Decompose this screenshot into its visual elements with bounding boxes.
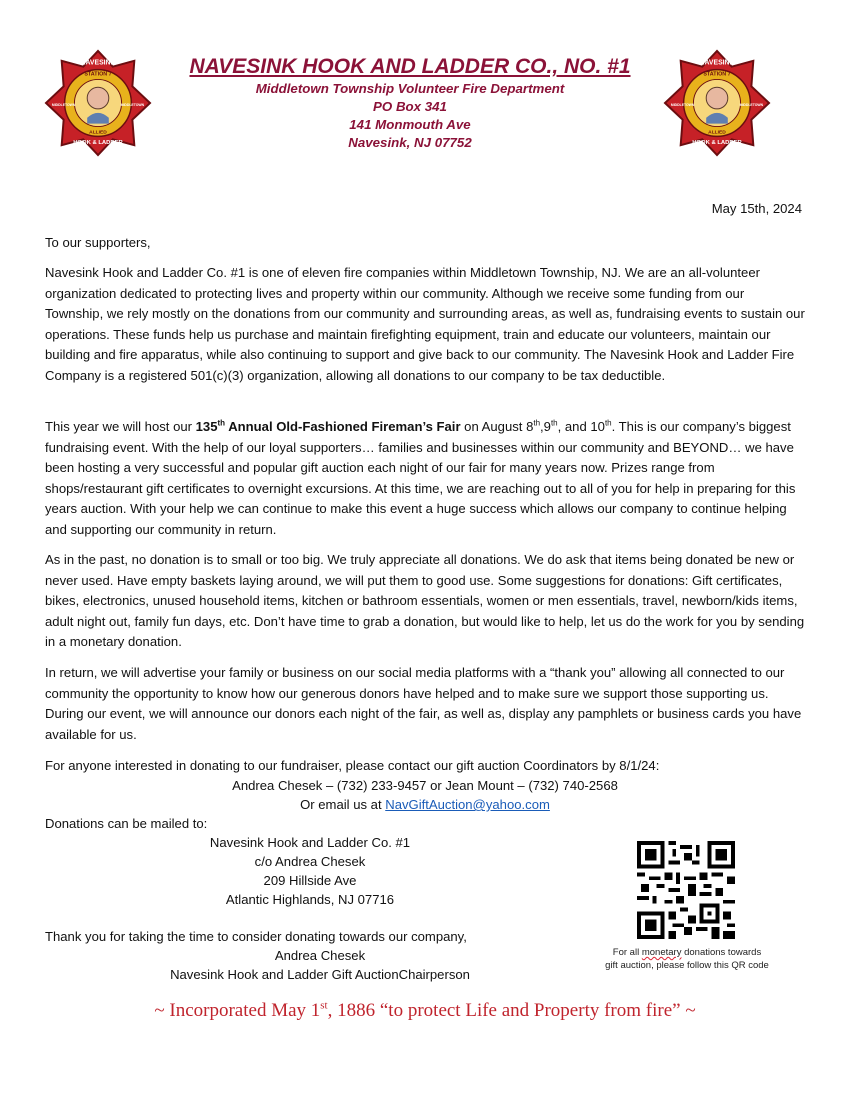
- mail-address-line: Navesink Hook and Ladder Co. #1: [209, 835, 411, 850]
- logo-top-text: NAVESINK: [80, 59, 116, 67]
- letterhead-street: 141 Monmouth Ave: [349, 117, 471, 132]
- salutation: To our supporters,: [45, 235, 151, 250]
- logo-top-text: NAVESINK: [699, 59, 735, 67]
- date-sup-2: th: [550, 418, 558, 428]
- fair-number-sup: th: [217, 418, 226, 428]
- signer-title: Navesink Hook and Ladder Gift AuctionChairperson: [170, 967, 470, 982]
- qr-caption-b: donations towards: [681, 947, 762, 958]
- fire-company-logo-right: [663, 48, 771, 158]
- logo-band-text: ALLIED: [89, 130, 107, 136]
- mail-address-line: c/o Andrea Chesek: [254, 854, 366, 869]
- fair-dates-a: on August 8: [460, 419, 534, 434]
- contact-names: Andrea Chesek – (732) 233-9457 or Jean Mount – (732) 740-2568: [232, 778, 618, 793]
- fair-dates-c: , and 10: [557, 419, 605, 434]
- logo-band-text: ALLIED: [708, 130, 726, 136]
- mail-address-line: 209 Hillside Ave: [263, 873, 357, 888]
- motto-sup: st: [320, 999, 328, 1012]
- logo-bottom-text: HOOK & LADDER: [692, 140, 742, 147]
- letterhead-city: Navesink, NJ 07752: [348, 135, 472, 150]
- motto-b: , 1886 “to protect Life and Property from fire” ~: [327, 1000, 696, 1021]
- qr-caption-word: monetary: [641, 947, 682, 958]
- email-link[interactable]: NavGiftAuction@yahoo.com: [385, 797, 550, 812]
- fire-company-logo-left: [44, 48, 152, 158]
- fair-number: 135: [195, 419, 218, 434]
- fair-name: Annual Old-Fashioned Fireman’s Fair: [225, 419, 461, 434]
- letterhead-department: Middletown Township Volunteer Fire Department: [255, 81, 565, 96]
- paragraph-advertise: In return, we will advertise your family or business on our social media platforms with a “thank you” allowing all connected to our community the opportunity to know how our generous donors have helped and to make sure we support those supporting us. During our event, we will announce our donors each night of the fair, as well as, display any pamphlets or business cards you have available for us.: [45, 665, 802, 742]
- donation-qr-code[interactable]: [637, 841, 735, 939]
- logo-bottom-text: HOOK & LADDER: [73, 140, 123, 147]
- letter-date: May 15th, 2024: [711, 201, 802, 216]
- paragraph-donations: As in the past, no donation is to small or too big. We truly appreciate all donations. We do ask that items being donated be new or never used. Have empty baskets laying around, we will put them to good use. Some suggestions for donations: Gift certificates, bikes, electronics, unused household items, kitchen or bathroom essentials, women or men essentials, travel, newborn/kids items, adult night out, family fun days, etc. Don’t have time to grab a donation, but would like to help, let us do the work for you by sending in a monetary donation.: [45, 552, 805, 649]
- logo-right-side-text: MIDDLETOWN: [120, 102, 145, 107]
- fair-intro: This year we will host our: [45, 419, 196, 434]
- signer-name: Andrea Chesek: [274, 948, 366, 963]
- date-sup-1: th: [533, 418, 541, 428]
- date-sup-3: th: [604, 418, 612, 428]
- logo-left-side-text: MIDDLETOWN: [670, 102, 695, 107]
- paragraph-about: Navesink Hook and Ladder Co. #1 is one of eleven fire companies within Middletown Township, NJ. We are an all-volunteer organization dedicated to protecting lives and property within our community. Although we receive some funding from our Township, we rely mostly on the donations from our community and surrounding areas, as well as, fundraising events to sustain our operations. These funds help us purchase and maintain firefighting equipment, train and educate our volunteers, maintain our building and fire apparatus, while also continuing to support and give back to our community. The Navesink Hook and Ladder Fire Company is a registered 501(c)(3) organization, allowing all donations to our company to be tax deductible.: [45, 265, 805, 383]
- qr-caption-a: For all: [612, 947, 642, 958]
- fair-event-title: [196, 419, 461, 434]
- logo-station-text: STATION 7: [84, 71, 112, 78]
- contact-intro: For anyone interested in donating to our fundraiser, please contact our gift auction Coordinators by 8/1/24:: [45, 758, 660, 773]
- letterhead-title: NAVESINK HOOK AND LADDER CO., NO. #1: [189, 55, 631, 78]
- fair-dates-b: ,9: [540, 419, 551, 434]
- mail-intro: Donations can be mailed to:: [45, 816, 208, 831]
- logo-right-side-text: MIDDLETOWN: [739, 102, 764, 107]
- letterhead-po-box: PO Box 341: [373, 99, 447, 114]
- qr-caption-line2: gift auction, please follow this QR code: [605, 960, 769, 971]
- email-prefix: Or email us at: [300, 797, 386, 812]
- incorporation-motto: [45, 1000, 805, 1022]
- paragraph-fair: [45, 417, 805, 540]
- closing-line: Thank you for taking the time to consider donating towards our company,: [45, 929, 467, 944]
- contact-email-line: [45, 795, 805, 814]
- fair-body: . This is our company’s biggest fundraising event. With the help of our loyal supporters… families and businesses within our community and BEYOND… we have been hosting a very successful and popular gift auction each night of our fair for many years now. Prizes range from shops/restaurant gift certificates to overnight excursions. At this time, we are reaching out to all of you for help in preparing for this years auction. With your help we can continue to make this event a huge success which allows our company to continue helping and supporting our community in return.: [45, 419, 796, 537]
- mail-address-line: Atlantic Highlands, NJ 07716: [225, 892, 395, 907]
- logo-left-side-text: MIDDLETOWN: [51, 102, 76, 107]
- qr-caption: [590, 946, 784, 972]
- logo-station-text: STATION 7: [703, 71, 731, 78]
- motto-a: ~ Incorporated May 1: [154, 1000, 321, 1021]
